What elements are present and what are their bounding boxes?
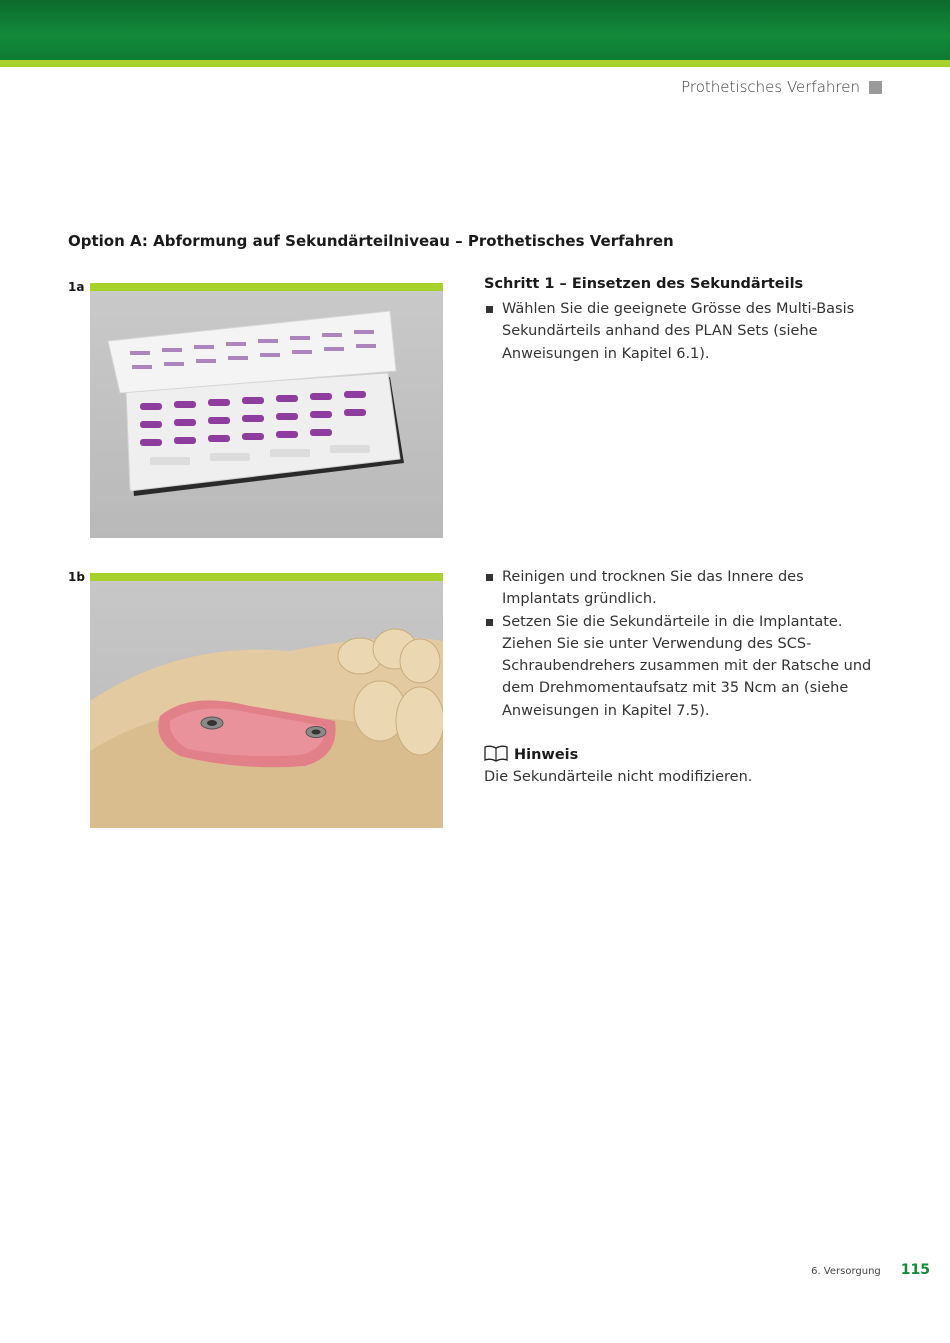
page-footer <box>811 1262 930 1278</box>
page-number: 115 <box>900 1262 930 1278</box>
section-header <box>681 78 882 96</box>
note-header <box>484 744 752 766</box>
bullet-item: Reinigen und trocknen Sie das Innere des Implantats gründlich. <box>484 566 884 611</box>
figure-1a-image <box>90 291 443 538</box>
page-title: Option A: Abformung auf Sekundärteilniveau – Prothetisches Verfahren <box>68 232 674 250</box>
top-accent-stripe <box>0 60 950 67</box>
figure-label-1b: 1b <box>68 570 85 584</box>
footer-chapter: 6. Versorgung <box>811 1266 881 1277</box>
square-icon <box>869 81 882 94</box>
bullet-item: Setzen Sie die Sekundärteile in die Implantate. Ziehen Sie sie unter Verwendung des SCS-Schraubendrehers zusammen mit der Ratsche und dem Drehmomentaufsatz mit 35 Ncm an (siehe Anweisungen in Kapitel 7.5). <box>484 611 884 722</box>
figure-1b-image <box>90 581 443 828</box>
step-title: Schritt 1 – Einsetzen des Sekundärteils <box>484 276 804 292</box>
figure-bar-1b <box>90 573 443 581</box>
section-header-label: Prothetisches Verfahren <box>681 78 860 96</box>
step1-bullets <box>484 298 884 365</box>
figure-label-1a: 1a <box>68 280 85 294</box>
step1b-bullets <box>484 566 884 722</box>
note-title: Hinweis <box>514 747 579 763</box>
book-icon <box>484 744 508 766</box>
bullet-item: Wählen Sie die geeignete Grösse des Multi-Basis Sekundärteils anhand des PLAN Sets (siehe Anweisungen in Kapitel 6.1). <box>484 298 884 365</box>
note-text: Die Sekundärteile nicht modifizieren. <box>484 769 753 785</box>
figure-bar-1a <box>90 283 443 291</box>
top-banner <box>0 0 950 60</box>
note-box <box>484 744 752 785</box>
